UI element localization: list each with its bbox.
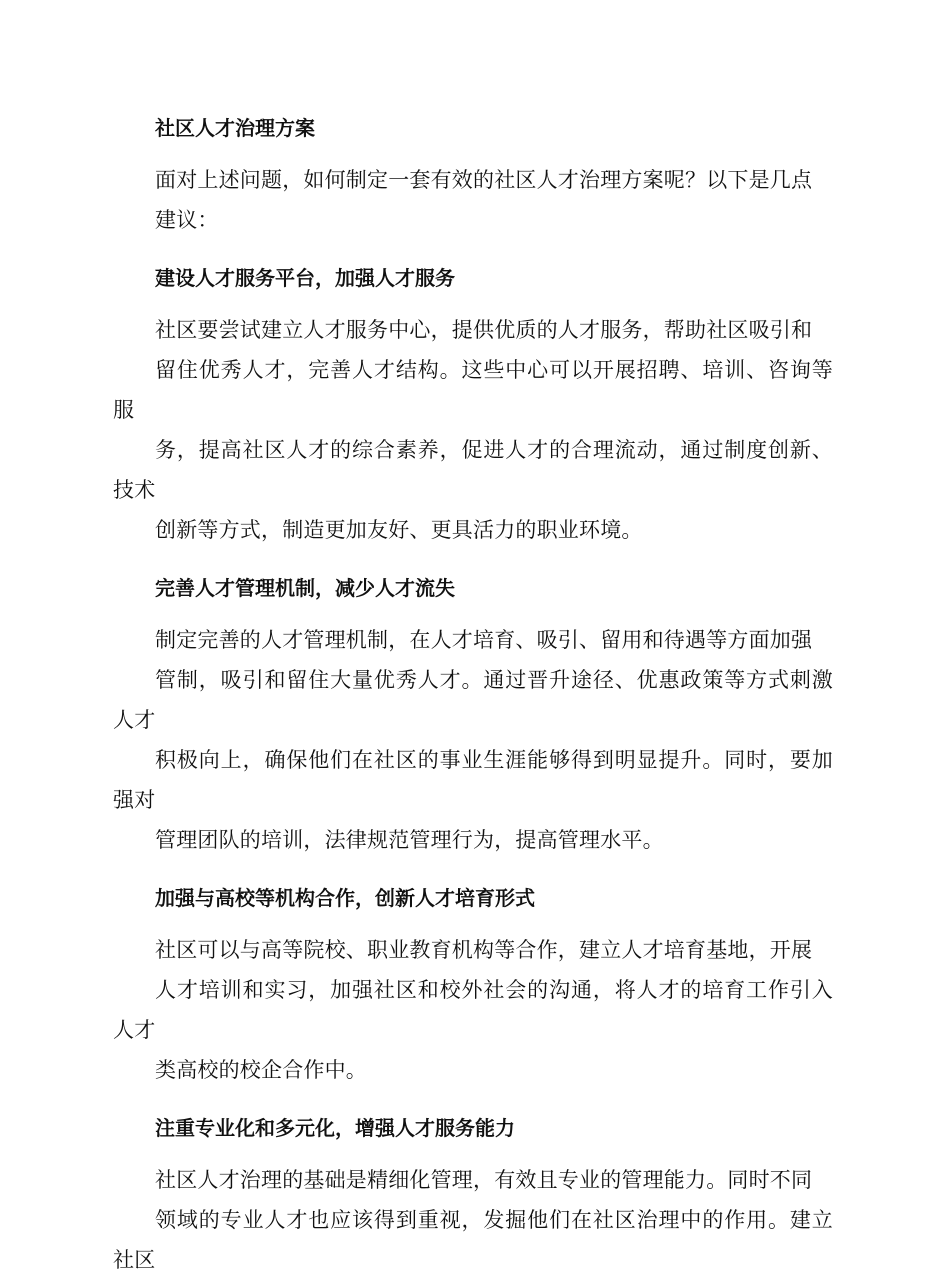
section-heading-talent-governance-plan: 社区人才治理方案 (155, 116, 315, 140)
paragraph-line: 面对上述问题，如何制定一套有效的社区人才治理方案呢？以下是几点 (155, 168, 813, 192)
section-heading-management-mechanism: 完善人才管理机制，减少人才流失 (155, 576, 455, 600)
paragraph-line: 人才培训和实习，加强社区和校外社会的沟通，将人才的培育工作引入人才 (113, 978, 833, 1042)
paragraph-line: 留住优秀人才，完善人才结构。这些中心可以开展招聘、培训、咨询等服 (113, 358, 833, 422)
paragraph-line: 创新等方式，制造更加友好、更具活力的职业环境。 (155, 518, 643, 542)
paragraph-line: 积极向上，确保他们在社区的事业生涯能够得到明显提升。同时，要加强对 (113, 748, 833, 812)
paragraph-line: 管制，吸引和留住大量优秀人才。通过晋升途径、优惠政策等方式刺激人才 (113, 668, 833, 732)
paragraph-line: 社区要尝试建立人才服务中心，提供优质的人才服务，帮助社区吸引和 (155, 318, 813, 342)
section-paragraph-management-mechanism (113, 620, 833, 860)
paragraph-line: 制定完善的人才管理机制，在人才培育、吸引、留用和待遇等方面加强 (155, 628, 813, 652)
section-paragraph-intro (113, 160, 833, 240)
paragraph-line: 类高校的校企合作中。 (155, 1058, 367, 1082)
paragraph-line: 社区人才治理的基础是精细化管理，有效且专业的管理能力。同时不同 (155, 1168, 813, 1192)
paragraph-line: 建议： (155, 208, 219, 232)
section-paragraph-professional-diversified (113, 1160, 833, 1280)
section-paragraph-university-cooperation (113, 930, 833, 1090)
section-heading-service-platform: 建设人才服务平台，加强人才服务 (155, 266, 455, 290)
section-paragraph-service-platform (113, 310, 833, 550)
paragraph-line: 务，提高社区人才的综合素养，促进人才的合理流动，通过制度创新、技术 (113, 438, 833, 502)
section-heading-professional-diversified: 注重专业化和多元化，增强人才服务能力 (155, 1116, 515, 1140)
paragraph-line: 社区可以与高等院校、职业教育机构等合作，建立人才培育基地，开展 (155, 938, 813, 962)
paragraph-line: 管理团队的培训，法律规范管理行为，提高管理水平。 (155, 828, 664, 852)
paragraph-line: 领域的专业人才也应该得到重视，发掘他们在社区治理中的作用。建立社区 (113, 1208, 833, 1272)
document-page (113, 108, 833, 1280)
section-heading-university-cooperation: 加强与高校等机构合作，创新人才培育形式 (155, 886, 535, 910)
